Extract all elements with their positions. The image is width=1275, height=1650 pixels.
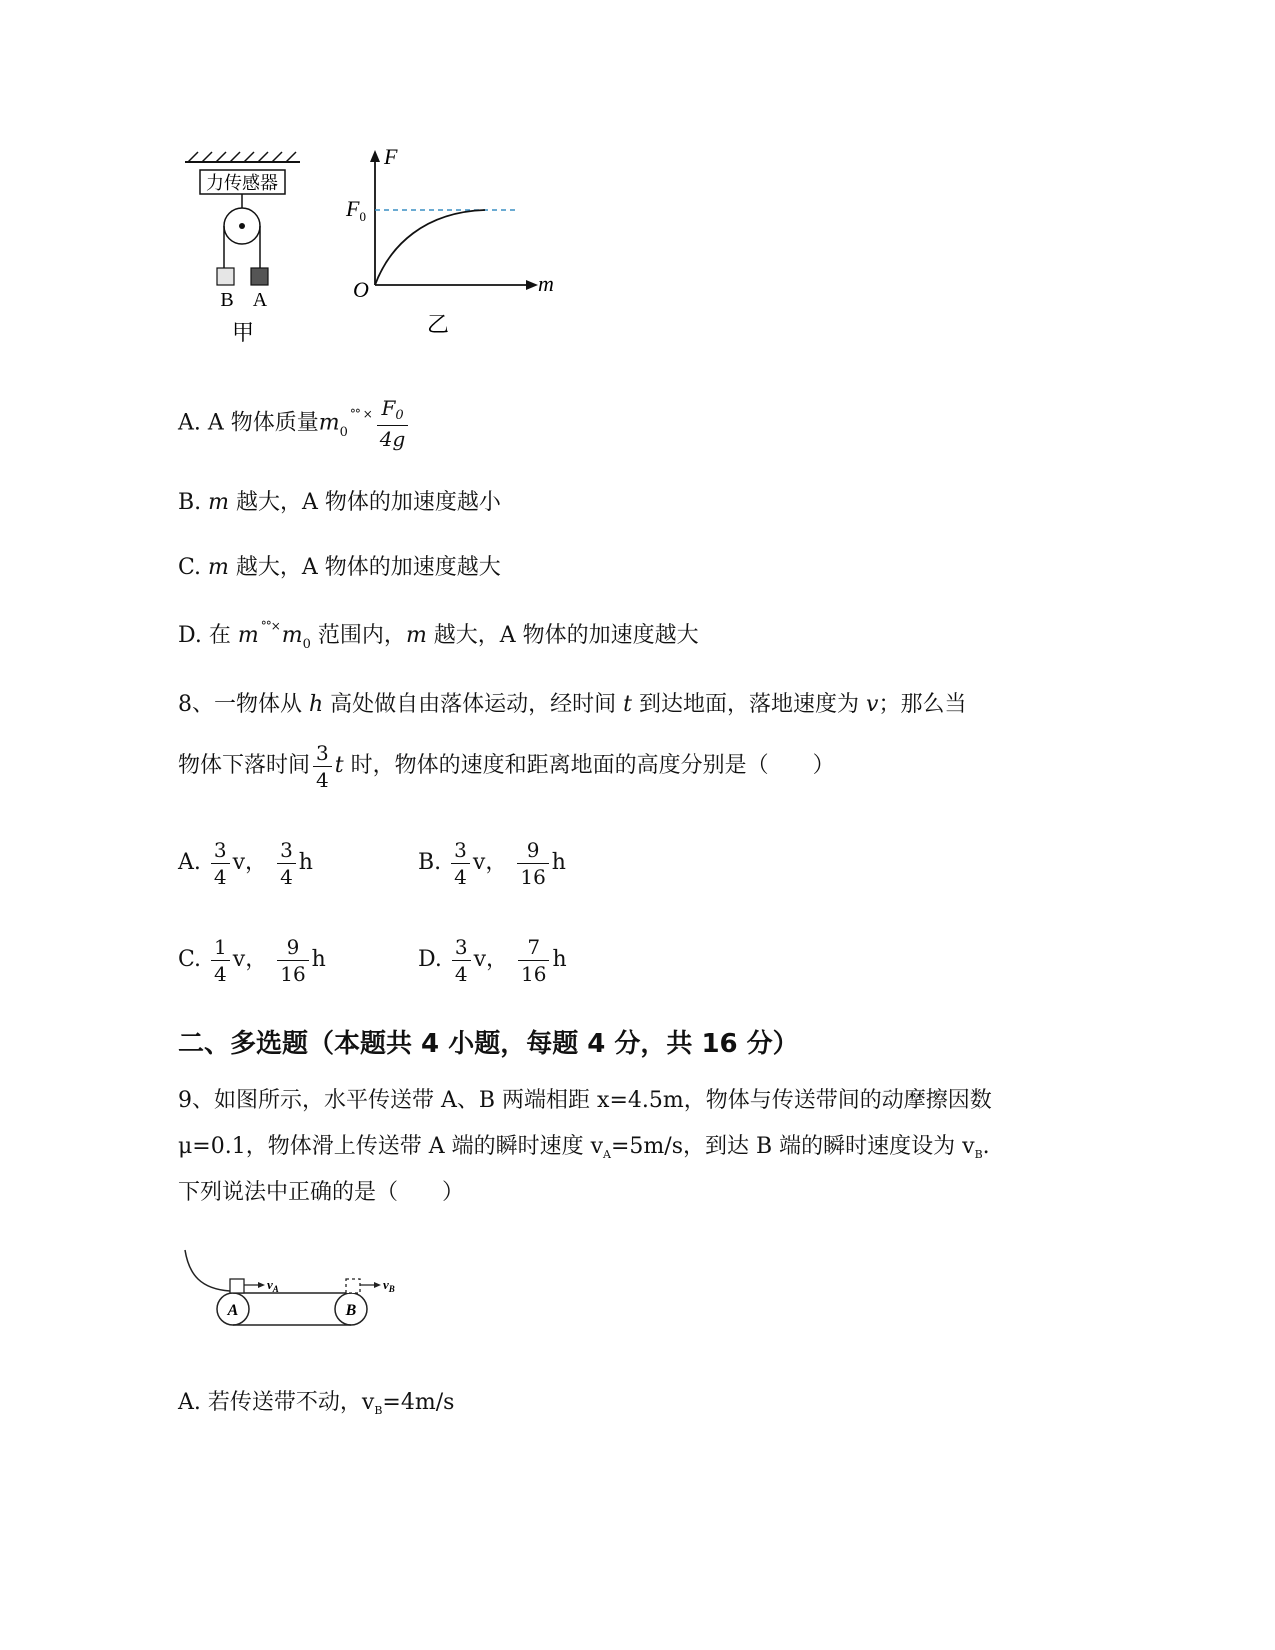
- q9-option-a: A. 若传送带不动，$v_B=4m/s$: [178, 1390, 455, 1417]
- caption-jia: 甲: [231, 320, 255, 345]
- roller-a-label: A: [227, 1302, 239, 1319]
- unrendered-symbol-glyph: °°×: [260, 619, 280, 633]
- q7-option-a: A. A 物体质量$m_0^{^\circ^\circ \times}$ $\frac{F_0}{4g}$: [178, 395, 411, 455]
- unrendered-symbol-glyph: °° ×: [349, 406, 372, 421]
- block-b: [217, 268, 234, 285]
- q8-option-b: B. $\frac{3}{4}$ v， $\frac{9}{16}$ h: [418, 837, 566, 889]
- section-heading-multiple-choice: 二、多选题（本题共 4 小题，每题 4 分，共 16 分）: [178, 1029, 799, 1059]
- fraction: $\frac{F_0}{4g}$: [377, 395, 409, 452]
- q8-stem-line2: 物体下落时间 $\frac{3}{4}$ t 时，物体的速度和距离地面的高度分别是（ ）: [178, 740, 835, 792]
- q9-stem-line2: μ=0.1，物体滑上传送带 A 端的瞬时速度 $v_A=5m/s$，到达 B 端的瞬时速度设为 $v_B$.: [178, 1134, 990, 1161]
- fraction-three-quarters: $\frac{3}{4}$: [313, 740, 332, 793]
- axis-x-label: m: [538, 271, 554, 296]
- f-curve: [375, 210, 485, 285]
- figure-pulley-and-graph: [170, 140, 590, 360]
- q7-option-c: C. m 越大，A 物体的加速度越大: [178, 555, 501, 580]
- q8-option-a: A. $\frac{3}{4}$ v， $\frac{3}{4}$ h: [178, 837, 313, 889]
- caption-yi: 乙: [426, 312, 450, 337]
- block-b-label: B: [220, 289, 234, 311]
- ceiling-hatch: [185, 152, 300, 162]
- object-at-b-dashed: [346, 1279, 360, 1293]
- q8-option-c: C. $\frac{1}{4}$ v， $\frac{9}{16}$ h: [178, 934, 326, 986]
- velocity-a-label: $v_A$: [267, 1277, 279, 1294]
- origin-label: O: [353, 277, 369, 302]
- q8-option-d: D. $\frac{3}{4}$ v， $\frac{7}{16}$ h: [418, 934, 567, 986]
- q7-option-d: D. 在 m $^{^\circ^\circ\times}m_0$ 范围内，m 越大，A 物体的加速度越大: [178, 619, 699, 652]
- q9-stem-line1: 9、如图所示，水平传送带 A、B 两端相距 x=4.5m，物体与传送带间的动摩擦因数: [178, 1088, 992, 1113]
- q7-option-b: B. m 越大，A 物体的加速度越小: [178, 490, 501, 515]
- q8-stem-line1: 8、一物体从 h 高处做自由落体运动，经时间 t 到达地面，落地速度为 v；那么当: [178, 692, 967, 717]
- roller-b-label: B: [345, 1302, 357, 1319]
- f0-label: $F_0$: [346, 196, 366, 224]
- force-sensor-label: 力传感器: [206, 173, 278, 193]
- axis-y-label: F: [384, 144, 398, 169]
- graph-f-vs-m: [370, 150, 538, 290]
- block-a-label: A: [252, 289, 268, 311]
- object-at-a: [230, 1279, 244, 1293]
- incline-ramp: [185, 1250, 230, 1291]
- velocity-b-label: $v_B$: [383, 1277, 395, 1294]
- figure-conveyor-belt: [175, 1245, 415, 1335]
- q9-stem-line3: 下列说法中正确的是（ ）: [178, 1180, 465, 1205]
- block-a: [251, 268, 268, 285]
